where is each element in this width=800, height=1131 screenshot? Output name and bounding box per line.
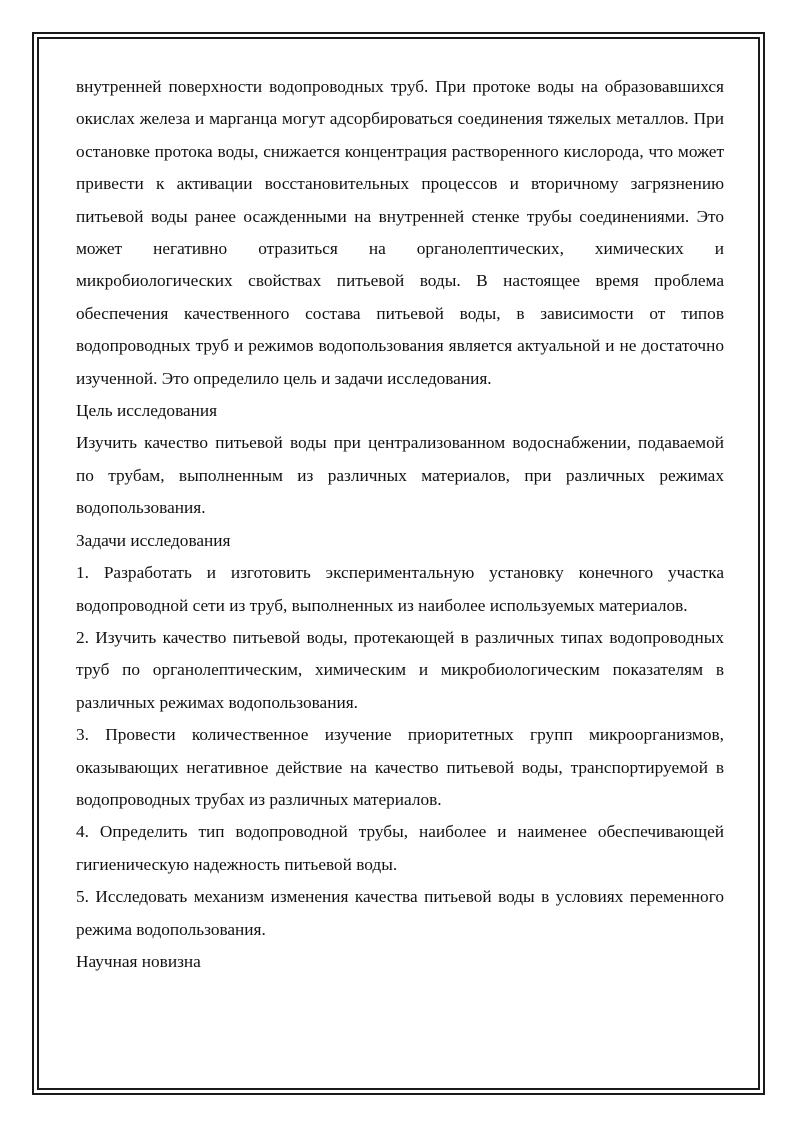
goal-paragraph: Изучить качество питьевой воды при централизованном водоснабжении, подаваемой по трубам, выполненным из различных материалов, при различных режимах водопользования.: [76, 433, 724, 518]
task-item-4: 4. Определить тип водопроводной трубы, наиболее и наименее обеспечивающей гигиеническую надежность питьевой воды.: [76, 822, 724, 874]
section-heading-goal: Цель исследования: [76, 401, 218, 421]
document-body: [76, 71, 724, 978]
section-heading-novelty: Научная новизна: [76, 951, 201, 971]
section-heading-tasks: Задачи исследования: [76, 530, 231, 550]
task-item-2: 2. Изучить качество питьевой воды, протекающей в различных типах водопроводных труб по органолептическим, химическим и микробиологическим показателям в различных режимах водопользования.: [76, 627, 724, 712]
intro-paragraph: внутренней поверхности водопроводных труб. При протоке воды на образовавшихся окислах железа и марганца могут адсорбироваться соединения тяжелых металлов. При остановке протока воды, снижается концентрация растворенного кислорода, что может привести к активации восстановительных процессов и вторичному загрязнению питьевой воды ранее осажденными на внутренней стенке трубы соединениями. Это может негативно отразиться на органолептических, химических и микробиологических свойствах питьевой воды. В настоящее время проблема обеспечения качественного состава питьевой воды, в зависимости от типов водопроводных труб и режимов водопользования является актуальной и не достаточно изученной. Это определило цель и задачи исследования.: [76, 77, 724, 388]
task-item-5: 5. Исследовать механизм изменения качества питьевой воды в условиях переменного режима водопользования.: [76, 887, 724, 939]
task-item-1: 1. Разработать и изготовить экспериментальную установку конечного участка водопроводной сети из труб, выполненных из наиболее используемых материалов.: [76, 563, 724, 615]
task-item-3: 3. Провести количественное изучение приоритетных групп микроорганизмов, оказывающих негативное действие на качество питьевой воды, транспортируемой в водопроводных трубах из различных материалов.: [76, 725, 724, 809]
